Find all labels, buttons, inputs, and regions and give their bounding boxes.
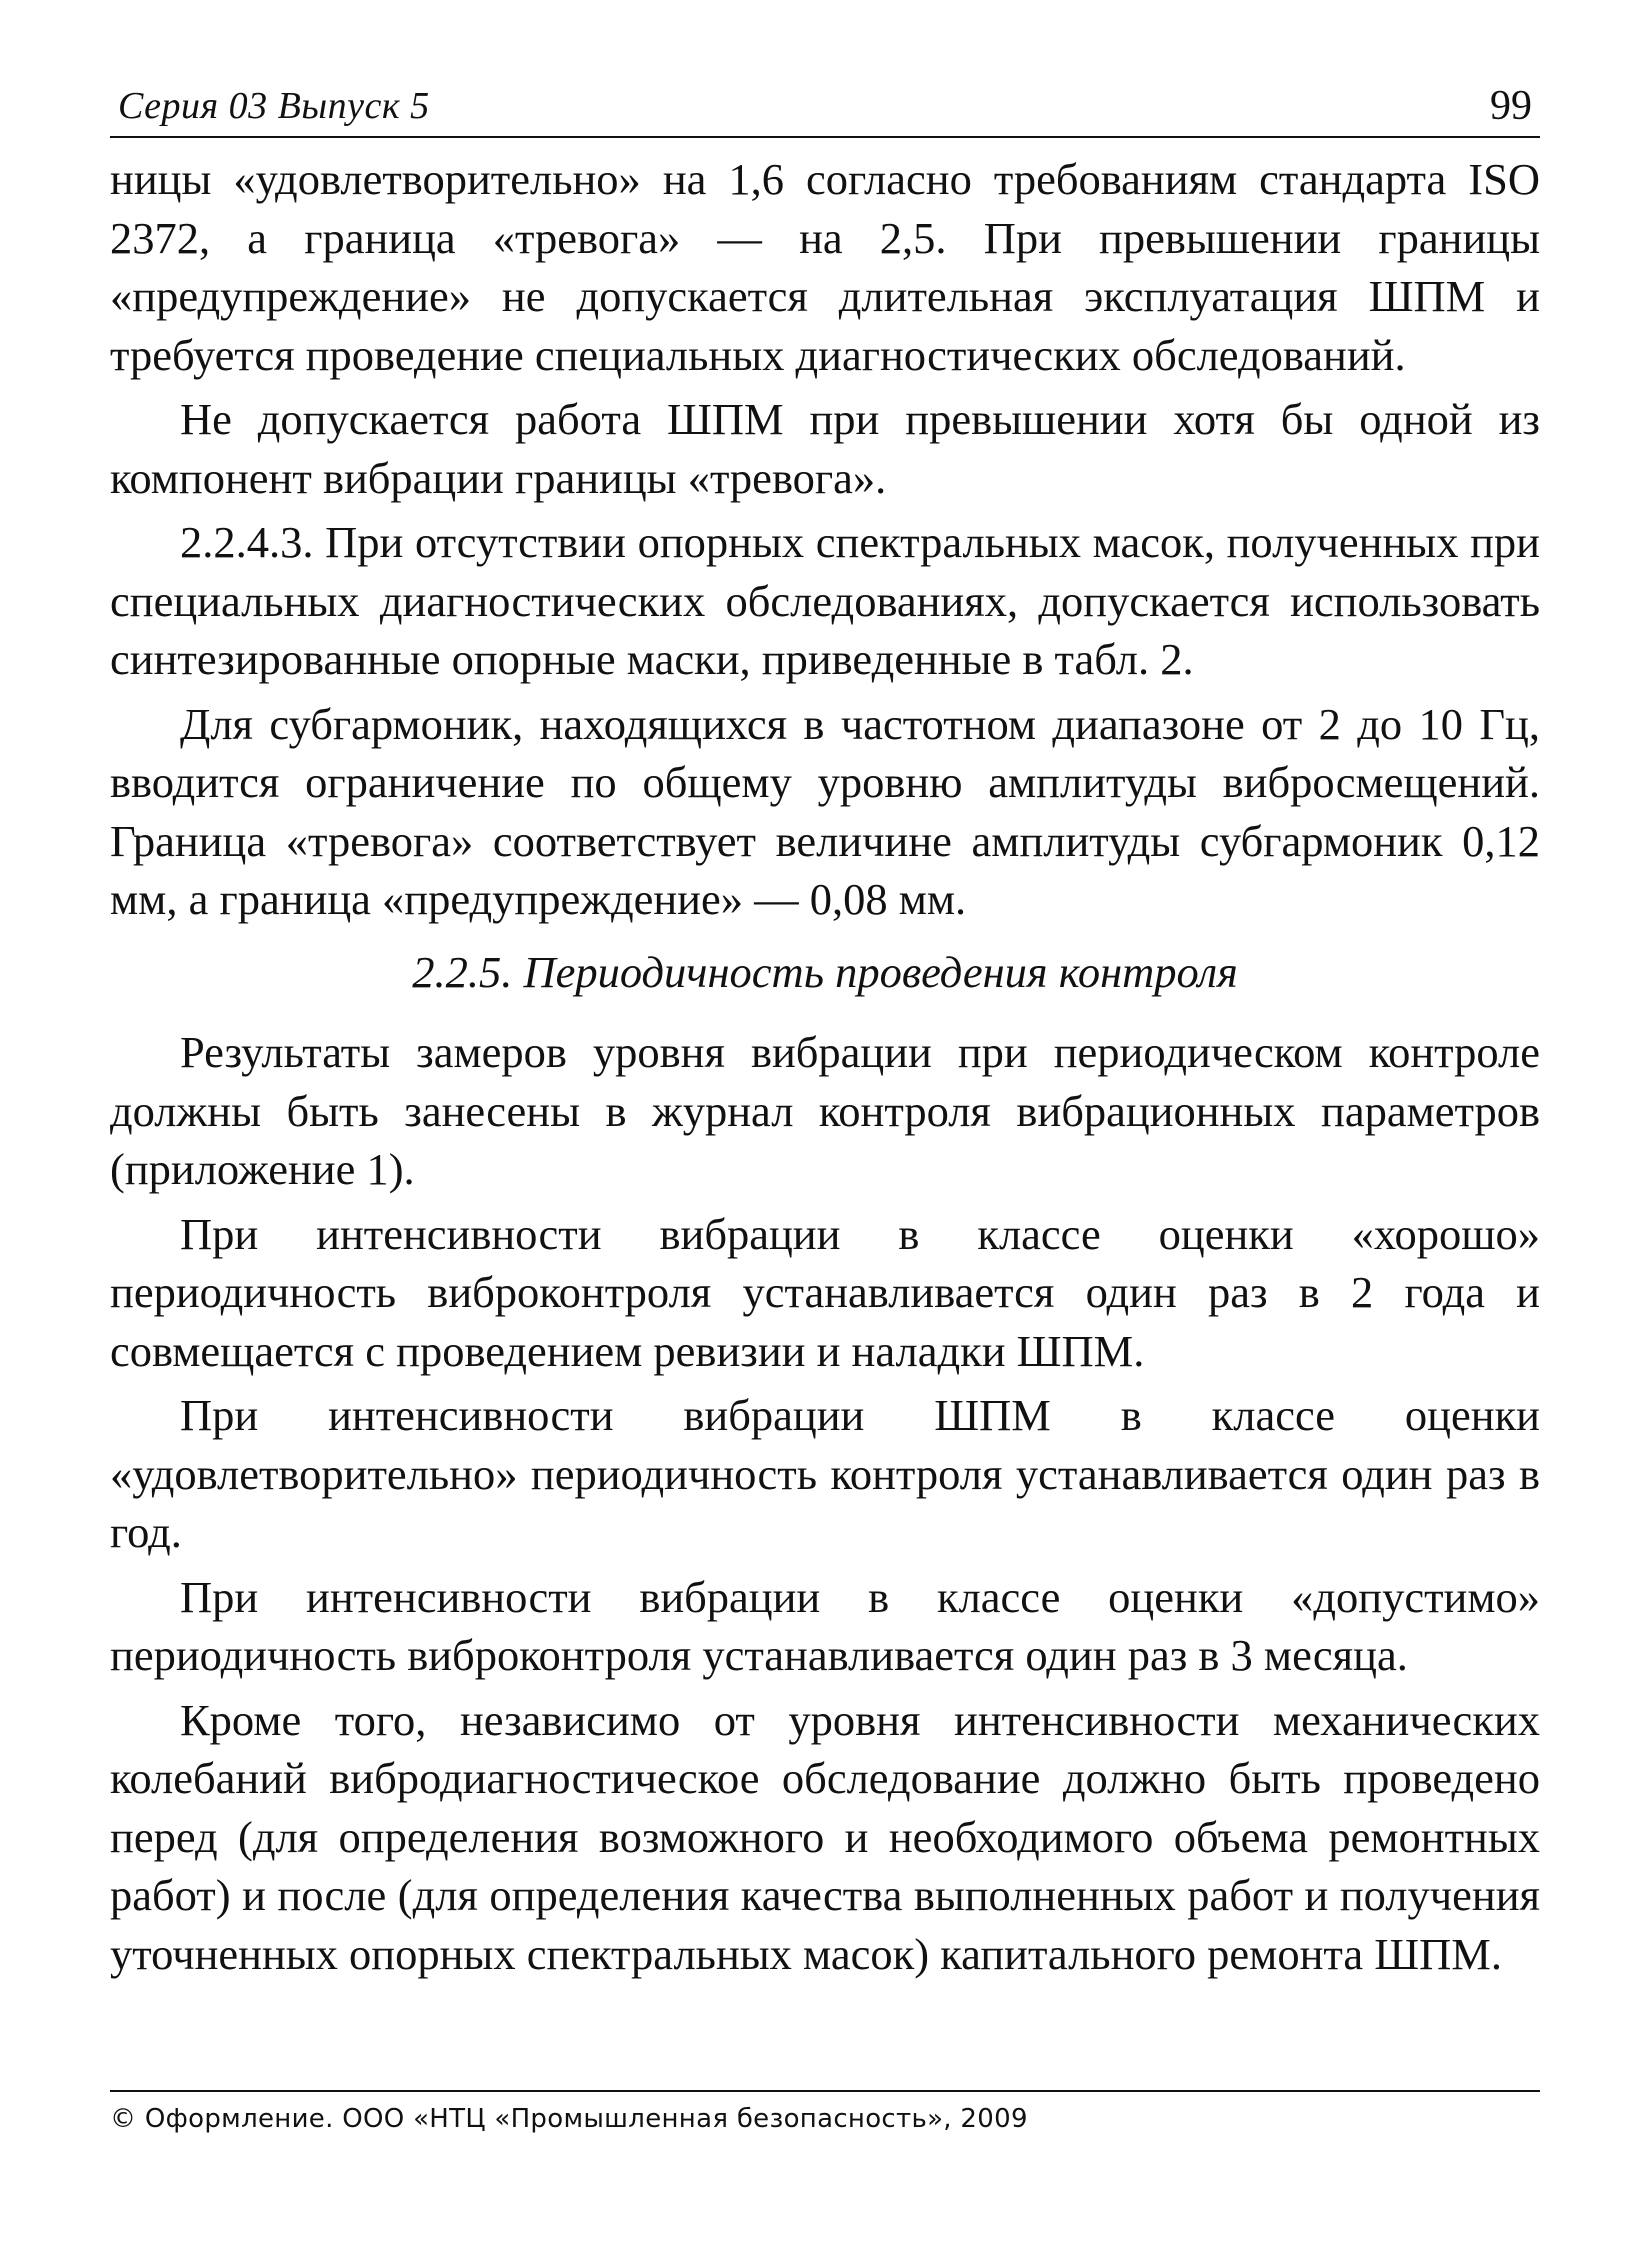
paragraph-continued: ницы «удовлетворительно» на 1,6 согласно требованиям стандарта ISO 2372, а граница «тревога» — на 2,5. При превышении границы «предупреждение» не допускается длительная эксплуатация ШПМ и требуется проведение специальных диагностических обследований. [110,154,1540,380]
copyright-notice: © Оформление. ООО «НТЦ «Промышленная безопасность», 2009 [110,2104,1028,2134]
page-footer [110,2090,1540,2134]
paragraph: Для субгармоник, находящихся в частотном диапазоне от 2 до 10 Гц, вводится ограничение по общему уровню амплитуды вибросмещений. Граница «тревога» соответствует величине амплитуды субгармоник 0,12 мм, а граница «предупреждение» — 0,08 мм. [110,698,1540,924]
paragraph: Кроме того, независимо от уровня интенсивности механических колебаний вибродиагностическое обследование должно быть проведено перед (для определения возможного и необходимого объема ремонтных работ) и после (для определения качества выполненных работ и получения уточненных опорных спектральных масок) капитального ремонта ШПМ. [110,1694,1540,1979]
paragraph: При интенсивности вибрации ШПМ в классе оценки «удовлетворительно» периодичность контроля устанавливается один раз в год. [110,1390,1540,1557]
series-title: Серия 03 Выпуск 5 [118,85,430,127]
paragraph: При интенсивности вибрации в классе оценки «хорошо» периодичность виброконтроля устанавливается один раз в 2 года и совмещается с проведением ревизии и наладки ШПМ. [110,1208,1540,1376]
paragraph: При интенсивности вибрации в классе оценки «допустимо» периодичность виброконтроля устанавливается один раз в 3 месяца. [110,1571,1540,1680]
paragraph: 2.2.4.3. При отсутствии опорных спектральных масок, полученных при специальных диагностических обследованиях, допускается использовать синтезированные опорные маски, приведенные в табл. 2. [110,517,1540,684]
page-number: 99 [1490,83,1532,129]
paragraph: Не допускается работа ШПМ при превышении хотя бы одной из компонент вибрации границы «тревога». [110,394,1540,503]
paragraph: Результаты замеров уровня вибрации при периодическом контроле должны быть занесены в журнал контроля вибрационных параметров (приложение 1). [110,1027,1540,1194]
section-heading: 2.2.5. Периодичность проведения контроля [412,946,1238,997]
document-page [110,78,1540,2218]
running-header [110,78,1540,138]
body-text [110,150,1540,1989]
